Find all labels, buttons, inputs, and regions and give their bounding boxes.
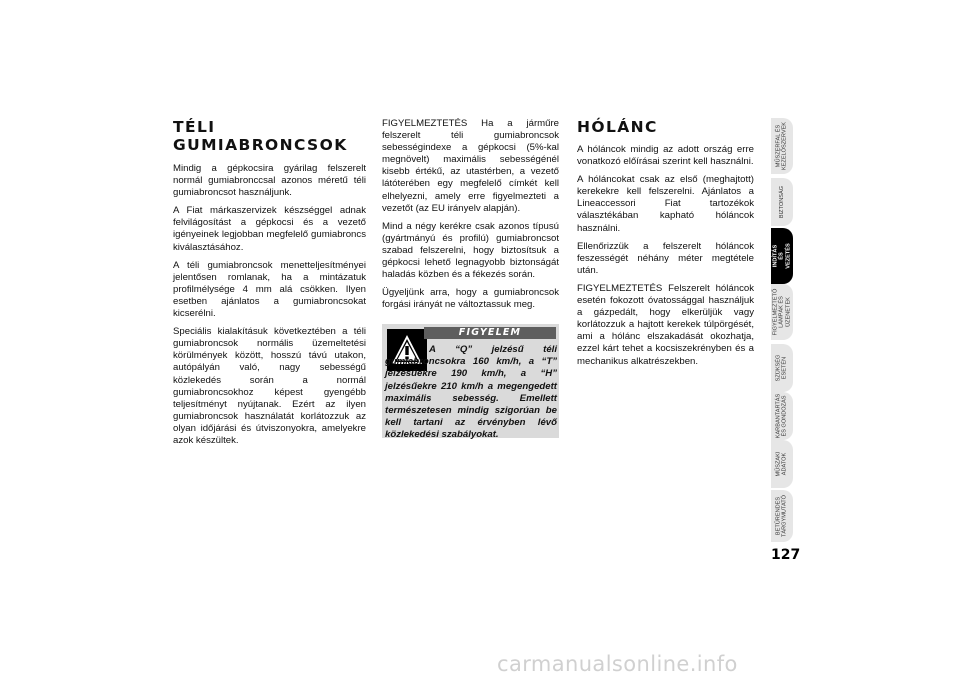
paragraph: Ellenőrizzük a felszerelt hóláncok feszességét néhány méter megtétele után. — [577, 240, 754, 276]
tab-label: MŰSZERFAL ÉS KEZELŐSZERVEK — [775, 121, 788, 171]
left-column — [173, 118, 366, 453]
tab-label: BIZTONSÁG — [778, 185, 785, 219]
tab-safety[interactable] — [771, 178, 793, 226]
tab-emergency[interactable] — [771, 344, 793, 392]
paragraph: A Fiat márkaszervizek készséggel adnak felvilágosítást a gépkocsi és a vezető igényeinek legjobban megfelelő gumiabroncs kiválasztásához. — [173, 205, 366, 253]
tab-technical-data[interactable] — [771, 440, 793, 488]
warning-label: FIGYELEM — [424, 327, 556, 339]
tab-warning-lights[interactable] — [771, 284, 793, 340]
snow-chains-heading: HÓLÁNC — [577, 118, 658, 136]
paragraph: A téli gumiabroncsok menetteljesítményei jelentősen romlanak, ha a mintázatuk profilmélysége 4 mm alá csökken. Ilyen esetben ajánlatos a gumiabroncsokat kicserélni. — [173, 259, 366, 320]
middle-column — [382, 118, 559, 317]
tab-label: KARBANTARTÁS ÉS GONDOZÁS — [775, 393, 788, 439]
paragraph: FIGYELMEZTETÉS Ha a járműre felszerelt téli gumiabroncsok sebességindexe a gépkocsi (5%-kal megnövelt) maximális sebességénél kisebb értékű, az utastérben, a vezető látóterében egy megfelelő címkét kell elhelyezni, amely erre figyelmezteti a vezetőt (az EU irányelv alapján). — [382, 118, 559, 214]
tab-starting-driving[interactable] — [771, 228, 793, 284]
tab-label: SZÜKSÉG ESETÉN — [775, 354, 788, 382]
winter-tyres-heading: TÉLI GUMIABRONCSOK — [173, 118, 348, 154]
paragraph: Ügyeljünk arra, hogy a gumiabroncsok forgási irányát ne változtassuk meg. — [382, 287, 559, 311]
tab-label: BETŰRENDES TÁRGYMUTATÓ — [775, 494, 788, 538]
page-number: 127 — [771, 547, 801, 563]
paragraph: A hóláncokat csak az első (meghajtott) kerekekre kell felszerelni. Ajánlatos a Lineaccessori Fiat tartozékok választékában kapható hóláncok használni. — [577, 174, 754, 234]
tab-dashboard-controls[interactable] — [771, 118, 793, 174]
paragraph: FIGYELMEZTETÉS Felszerelt hóláncok esetén fokozott óvatossággal használjuk a gázpedált, hogy elkerüljük vagy korlátozzuk a hajtott kerekek túlpörgését, ami a hólánc elszakadását okozhatja, ezzel kárt tehet a kocsiszekrényben és a mechanikus alkatrészekben. — [577, 282, 754, 367]
right-column — [577, 144, 754, 374]
tab-label: INDÍTÁS ÉS VEZETÉS — [772, 243, 792, 269]
warning-text: A “Q” jelzésű téli gumiabroncsokra 160 km/h, a “T” jelzésűekre 190 km/h, a “H” jelzésűekre 210 km/h a megengedett maximális sebesség. Emellett természetesen mindig szigorúan be kell tartani az érvényben lévő közlekedési szabályokat. — [385, 344, 557, 441]
tab-index[interactable] — [771, 490, 793, 542]
tab-label: FIGYELMEZTETŐ LÁMPÁK ÉS ÜZENETEK — [772, 288, 792, 336]
paragraph: Mindig a gépkocsira gyárilag felszerelt normál gumiabronccsal azonos méretű téli gumiabroncsot használjunk. — [173, 163, 366, 199]
watermark: carmanualsonline.info — [497, 652, 738, 676]
tab-label: MŰSZAKI ADATOK — [775, 451, 788, 477]
paragraph: Mind a négy kerékre csak azonos típusú (gyártmányú és profilú) gumiabroncsot szabad felszerelni, hogy biztosítsuk a gépkocsi lehető legnagyobb biztonságát haladás közben és a fékezés során. — [382, 220, 559, 281]
paragraph: Speciális kialakításuk következtében a téli gumiabroncsok normális üzemeltetési körülmények között, hosszú távú utakon, autópályán való, nagy sebességű közlekedés során a normál gumiabroncsokhoz képest gyengébb teljesítményt nyújtanak. Ezért az ilyen gumiabroncsok használatát korlátozzuk az olyan időjárási és útviszonyokra, amelyekre azok készültek. — [173, 326, 366, 446]
paragraph: A hóláncok mindig az adott ország erre vonatkozó előírásai szerint kell használni. — [577, 144, 754, 168]
warning-box — [382, 324, 559, 441]
tab-maintenance[interactable] — [771, 392, 793, 440]
